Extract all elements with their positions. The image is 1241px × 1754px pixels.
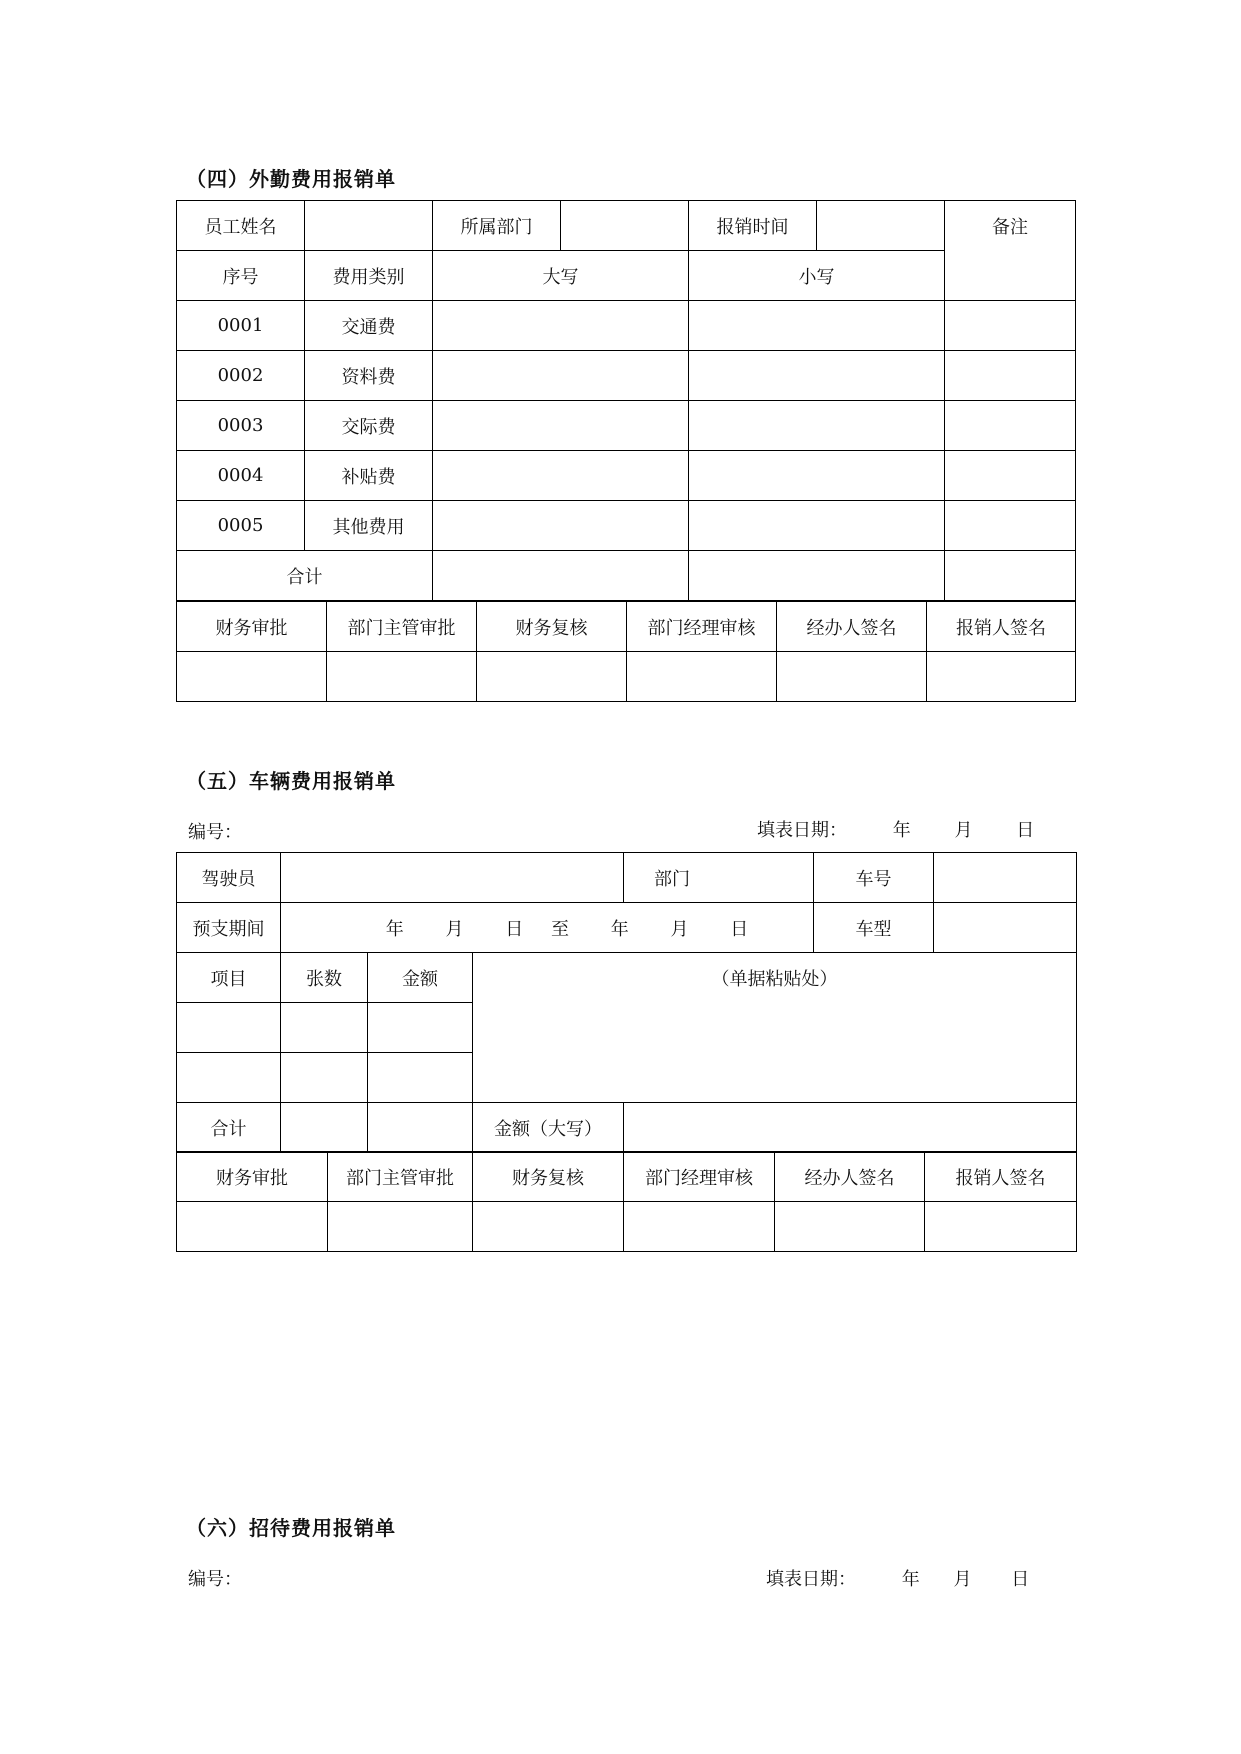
total-lower-field[interactable] <box>689 551 945 601</box>
field-expense-table <box>176 200 1076 601</box>
item-field[interactable] <box>177 1003 281 1053</box>
vehicle-total-label: 合计 <box>177 1103 281 1153</box>
table-row <box>177 401 1076 451</box>
day-label: 日 <box>730 918 749 940</box>
car-no-field[interactable] <box>934 853 1077 903</box>
remarks-field[interactable] <box>945 501 1076 551</box>
handler-signature-label: 经办人签名 <box>777 602 927 652</box>
upper-amount-field[interactable] <box>433 401 689 451</box>
total-label: 合计 <box>177 551 433 601</box>
fill-date-label: 填表日期： <box>766 1569 856 1590</box>
remarks-field[interactable] <box>945 351 1076 401</box>
month-label: 月 <box>954 820 973 841</box>
driver-label: 驾驶员 <box>177 853 281 903</box>
upper-amount-field[interactable] <box>433 501 689 551</box>
lower-amount-field[interactable] <box>689 501 945 551</box>
field-expense-approval-table <box>176 601 1076 702</box>
lower-amount-field[interactable] <box>689 401 945 451</box>
claimant-signature-field[interactable] <box>927 652 1076 702</box>
col-item-header: 项目 <box>177 953 281 1003</box>
day-label: 日 <box>1016 820 1035 841</box>
handler-signature-field[interactable] <box>775 1202 925 1252</box>
year-label: 年 <box>892 820 911 841</box>
section6-title: （六）招待费用报销单 <box>186 1516 396 1540</box>
claimant-signature-field[interactable] <box>925 1202 1077 1252</box>
amount-upper-field[interactable] <box>624 1103 1077 1153</box>
finance-approval-label: 财务审批 <box>177 602 327 652</box>
lower-amount-field[interactable] <box>689 301 945 351</box>
car-no-label: 车号 <box>814 853 934 903</box>
advance-period-field[interactable] <box>281 903 814 953</box>
table-row <box>177 351 1076 401</box>
month-label: 月 <box>953 1569 972 1590</box>
row-category: 资料费 <box>305 351 433 401</box>
fill-date <box>766 1565 1029 1591</box>
remarks-field[interactable] <box>945 401 1076 451</box>
row-category: 交通费 <box>305 301 433 351</box>
to-label: 至 <box>551 918 569 940</box>
total-upper-field[interactable] <box>433 551 689 601</box>
claimant-signature-label: 报销人签名 <box>927 602 1076 652</box>
handler-signature-field[interactable] <box>777 652 927 702</box>
row-seq: 0005 <box>177 501 305 551</box>
upper-amount-field[interactable] <box>433 351 689 401</box>
car-type-field[interactable] <box>934 903 1077 953</box>
dept-head-approval-field[interactable] <box>328 1202 473 1252</box>
total-amount-field[interactable] <box>368 1103 473 1153</box>
dept-manager-review-label: 部门经理审核 <box>627 602 777 652</box>
row-category: 其他费用 <box>305 501 433 551</box>
employee-name-field[interactable] <box>305 201 433 251</box>
remarks-label: 备注 <box>945 201 1076 301</box>
col-count-header: 张数 <box>281 953 368 1003</box>
handler-signature-label: 经办人签名 <box>775 1152 925 1202</box>
amount-field[interactable] <box>368 1053 473 1103</box>
finance-review-label: 财务复核 <box>473 1152 624 1202</box>
remarks-field[interactable] <box>945 301 1076 351</box>
table-row <box>177 301 1076 351</box>
total-remarks-field[interactable] <box>945 551 1076 601</box>
dept-head-approval-label: 部门主管审批 <box>328 1152 473 1202</box>
row-category: 补贴费 <box>305 451 433 501</box>
amount-upper-label: 金额（大写） <box>473 1103 624 1153</box>
fill-date-label: 填表日期： <box>757 820 847 841</box>
amount-field[interactable] <box>368 1003 473 1053</box>
day-label: 日 <box>1011 1569 1030 1590</box>
reimburse-time-field[interactable] <box>817 201 945 251</box>
item-field[interactable] <box>177 1053 281 1103</box>
month-label: 月 <box>445 918 464 940</box>
section5-title: （五）车辆费用报销单 <box>186 769 396 793</box>
number-label: 编号： <box>188 822 242 843</box>
finance-review-field[interactable] <box>473 1202 624 1252</box>
receipt-paste-area: （单据粘贴处） <box>473 953 1077 1103</box>
year-label: 年 <box>901 1569 920 1590</box>
upper-amount-field[interactable] <box>433 301 689 351</box>
finance-approval-label: 财务审批 <box>177 1152 328 1202</box>
table-row <box>177 451 1076 501</box>
col-category-header: 费用类别 <box>305 251 433 301</box>
driver-field[interactable] <box>281 853 624 903</box>
day-label: 日 <box>505 918 524 940</box>
fill-date <box>757 816 1034 842</box>
finance-review-field[interactable] <box>477 652 627 702</box>
dept-manager-review-field[interactable] <box>627 652 777 702</box>
section4-title: （四）外勤费用报销单 <box>186 167 396 191</box>
finance-approval-field[interactable] <box>177 1202 328 1252</box>
year-label: 年 <box>385 918 404 940</box>
dept-head-approval-field[interactable] <box>327 652 477 702</box>
table-row <box>177 501 1076 551</box>
total-count-field[interactable] <box>281 1103 368 1153</box>
row-seq: 0001 <box>177 301 305 351</box>
row-seq: 0003 <box>177 401 305 451</box>
count-field[interactable] <box>281 1053 368 1103</box>
month-label: 月 <box>670 918 689 940</box>
col-upper-header: 大写 <box>433 251 689 301</box>
row-category: 交际费 <box>305 401 433 451</box>
advance-period-label: 预支期间 <box>177 903 281 953</box>
lower-amount-field[interactable] <box>689 351 945 401</box>
dept-head-approval-label: 部门主管审批 <box>327 602 477 652</box>
row-seq: 0004 <box>177 451 305 501</box>
department-label: 所属部门 <box>433 201 561 251</box>
dept-manager-review-field[interactable] <box>624 1202 775 1252</box>
col-lower-header: 小写 <box>689 251 945 301</box>
car-type-label: 车型 <box>814 903 934 953</box>
employee-name-label: 员工姓名 <box>177 201 305 251</box>
row-seq: 0002 <box>177 351 305 401</box>
remarks-field[interactable] <box>945 451 1076 501</box>
lower-amount-field[interactable] <box>689 451 945 501</box>
upper-amount-field[interactable] <box>433 451 689 501</box>
vehicle-approval-table <box>176 1151 1077 1252</box>
vehicle-department-label: 部门 <box>624 853 814 903</box>
dept-manager-review-label: 部门经理审核 <box>624 1152 775 1202</box>
col-amount-header: 金额 <box>368 953 473 1003</box>
finance-review-label: 财务复核 <box>477 602 627 652</box>
department-field[interactable] <box>561 201 689 251</box>
number-label: 编号： <box>188 1569 242 1590</box>
finance-approval-field[interactable] <box>177 652 327 702</box>
vehicle-expense-table <box>176 852 1077 1153</box>
reimburse-time-label: 报销时间 <box>689 201 817 251</box>
count-field[interactable] <box>281 1003 368 1053</box>
year-label: 年 <box>610 918 629 940</box>
claimant-signature-label: 报销人签名 <box>925 1152 1077 1202</box>
col-seq-header: 序号 <box>177 251 305 301</box>
